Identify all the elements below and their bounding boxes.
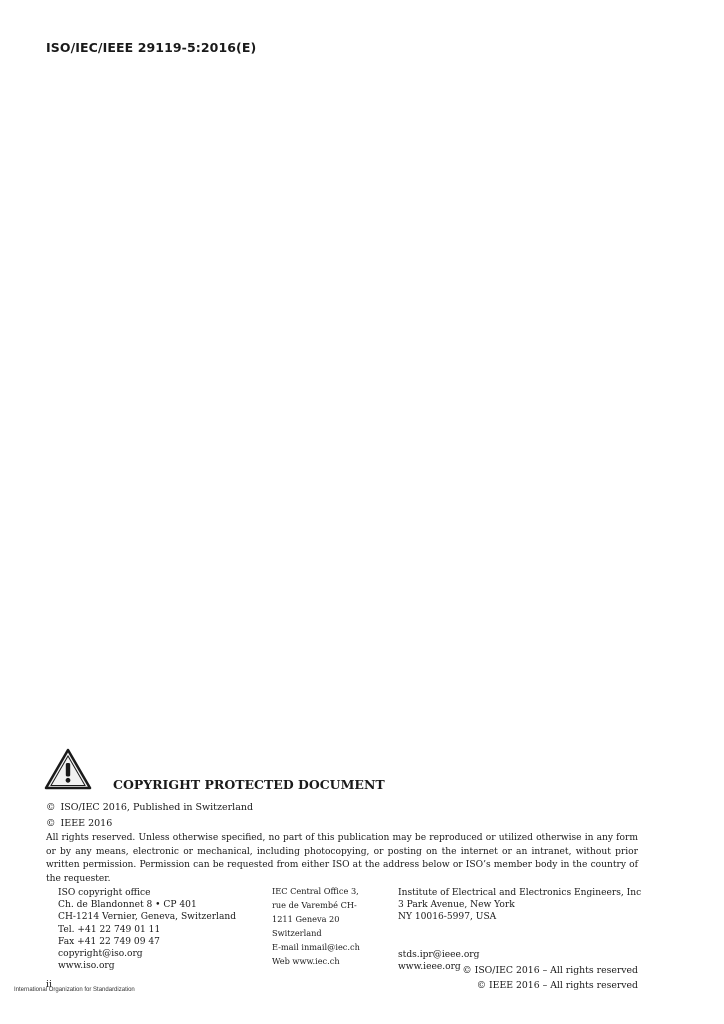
copyright-symbol: © <box>46 818 56 829</box>
iso-address-line1: Ch. de Blandonnet 8 • CP 401 <box>58 900 197 911</box>
iso-contact-block <box>58 887 236 972</box>
footer-rights-ieee: © IEEE 2016 – All rights reserved <box>476 980 638 991</box>
iec-email-link[interactable]: E-mail inmail@iec.ch <box>272 942 360 952</box>
copyright-notice-ieee <box>46 817 112 830</box>
copyright-title: COPYRIGHT PROTECTED DOCUMENT <box>113 777 385 792</box>
page-number: ii <box>46 979 53 990</box>
iec-country: Switzerland <box>272 928 322 938</box>
ieee-address-line2: NY 10016-5997, USA <box>398 912 497 923</box>
iec-address-line2: 1211 Geneva 20 <box>272 914 340 924</box>
ieee-web-link[interactable]: www.ieee.org <box>398 962 461 972</box>
warning-icon <box>44 748 92 790</box>
iso-address-line2: CH-1214 Vernier, Geneva, Switzerland <box>58 912 237 923</box>
rights-paragraph: All rights reserved. Unless otherwise specified, no part of this publication may be reproduced or utilized otherwise in any form or by any means, electronic or mechanical, including photocopying, or posting on the internet or an intranet, without prior written permission. Permission can be requested from either ISO at the address below or ISO’s member body in the country of the requester. <box>46 833 638 884</box>
iso-fax: Fax +41 22 749 09 47 <box>58 936 160 947</box>
iso-phone: Tel. +41 22 749 01 11 <box>58 924 161 935</box>
iso-email-link[interactable]: copyright@iso.org <box>58 949 143 960</box>
ieee-email-link[interactable]: stds.ipr@ieee.org <box>398 950 480 960</box>
ieee-org-name: Institute of Electrical and Electronics Engineers, Inc <box>398 888 642 898</box>
iec-web-link[interactable]: Web www.iec.ch <box>272 956 340 966</box>
copyright-notice-iso <box>46 801 253 814</box>
ieee-contact-block <box>398 887 641 924</box>
iso-office-name: ISO copyright office <box>58 888 151 898</box>
copyright-symbol: © <box>46 802 56 813</box>
iec-office-name: IEC Central Office 3, <box>272 886 359 896</box>
ieee-address-line1: 3 Park Avenue, New York <box>398 900 515 911</box>
standard-id-header: ISO/IEC/IEEE 29119-5:2016(E) <box>46 40 257 55</box>
notice-ieee-text: IEEE 2016 <box>60 818 113 829</box>
iec-contact-block <box>272 884 360 968</box>
iso-web-link[interactable]: www.iso.org <box>58 961 115 972</box>
footer-rights-iso: © ISO/IEC 2016 – All rights reserved <box>462 965 638 976</box>
org-name-footer: International Organization for Standardization <box>14 987 135 993</box>
iec-address-line1: rue de Varembé CH- <box>272 900 357 910</box>
notice-iso-text: ISO/IEC 2016, Published in Switzerland <box>60 802 254 813</box>
